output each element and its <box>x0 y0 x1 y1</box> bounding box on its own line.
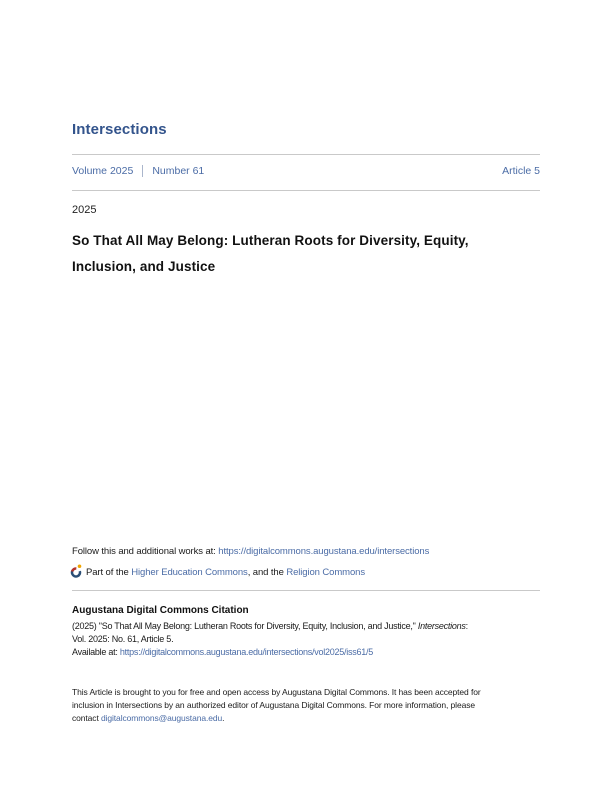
series-url-link[interactable]: https://digitalcommons.augustana.edu/intersections <box>218 546 430 557</box>
available-at-label: Available at: <box>72 646 120 657</box>
volume-link[interactable]: Volume 2025 <box>72 165 134 177</box>
citation-line-1-text: (2025) "So That All May Belong: Lutheran Roots for Diversity, Equity, Inclusion, and Justice," <box>72 621 418 631</box>
article-title <box>72 228 592 280</box>
footer-line-2: inclusion in Intersections by an authorized editor of Augustana Digital Commons. For more information, please <box>72 700 475 710</box>
footer-line-3 <box>72 712 612 725</box>
article-url-link[interactable]: https://digitalcommons.augustana.edu/intersections/vol2025/iss61/5 <box>119 646 374 657</box>
divider-issue <box>72 190 540 191</box>
part-of-prefix: Part of the <box>86 567 132 578</box>
article-link[interactable]: Article 5 <box>502 165 540 177</box>
footer-line-3-suffix: . <box>222 713 225 723</box>
citation-line-1-suffix: : <box>465 621 468 631</box>
journal-masthead: Intersections <box>72 121 167 138</box>
part-of-line <box>70 564 610 581</box>
contact-email-link[interactable]: digitalcommons@augustana.edu <box>100 713 223 723</box>
citation-journal-italic: Intersections <box>417 621 466 631</box>
citation-line-3 <box>72 646 612 659</box>
religion-commons-link[interactable]: Religion Commons <box>286 567 365 578</box>
higher-education-commons-link[interactable]: Higher Education Commons <box>131 567 248 578</box>
follow-works-label: Follow this and additional works at: <box>72 546 219 557</box>
citation-body <box>72 620 612 658</box>
article-title-line-2: Inclusion, and Justice <box>72 259 216 274</box>
article-title-line-1: So That All May Belong: Lutheran Roots for Diversity, Equity, <box>72 233 469 248</box>
citation-line-1 <box>72 620 612 633</box>
part-of-middle: , and the <box>247 567 287 578</box>
footer-line-1: This Article is brought to you for free and open access by Augustana Digital Commons. It has been accepted for <box>72 687 481 697</box>
follow-works-line <box>72 546 612 557</box>
issue-bar <box>72 165 540 177</box>
issue-separator <box>142 165 143 177</box>
citation-line-2: Vol. 2025: No. 61, Article 5. <box>72 633 174 644</box>
divider-citation <box>72 590 540 591</box>
part-of-text <box>86 567 365 578</box>
number-link[interactable]: Number 61 <box>152 165 205 177</box>
citation-heading: Augustana Digital Commons Citation <box>72 605 249 616</box>
commons-network-icon <box>70 564 82 581</box>
divider-top <box>72 154 540 155</box>
footer-contact-label: contact <box>72 713 101 723</box>
footer-note <box>72 686 612 725</box>
publication-year: 2025 <box>72 204 97 216</box>
